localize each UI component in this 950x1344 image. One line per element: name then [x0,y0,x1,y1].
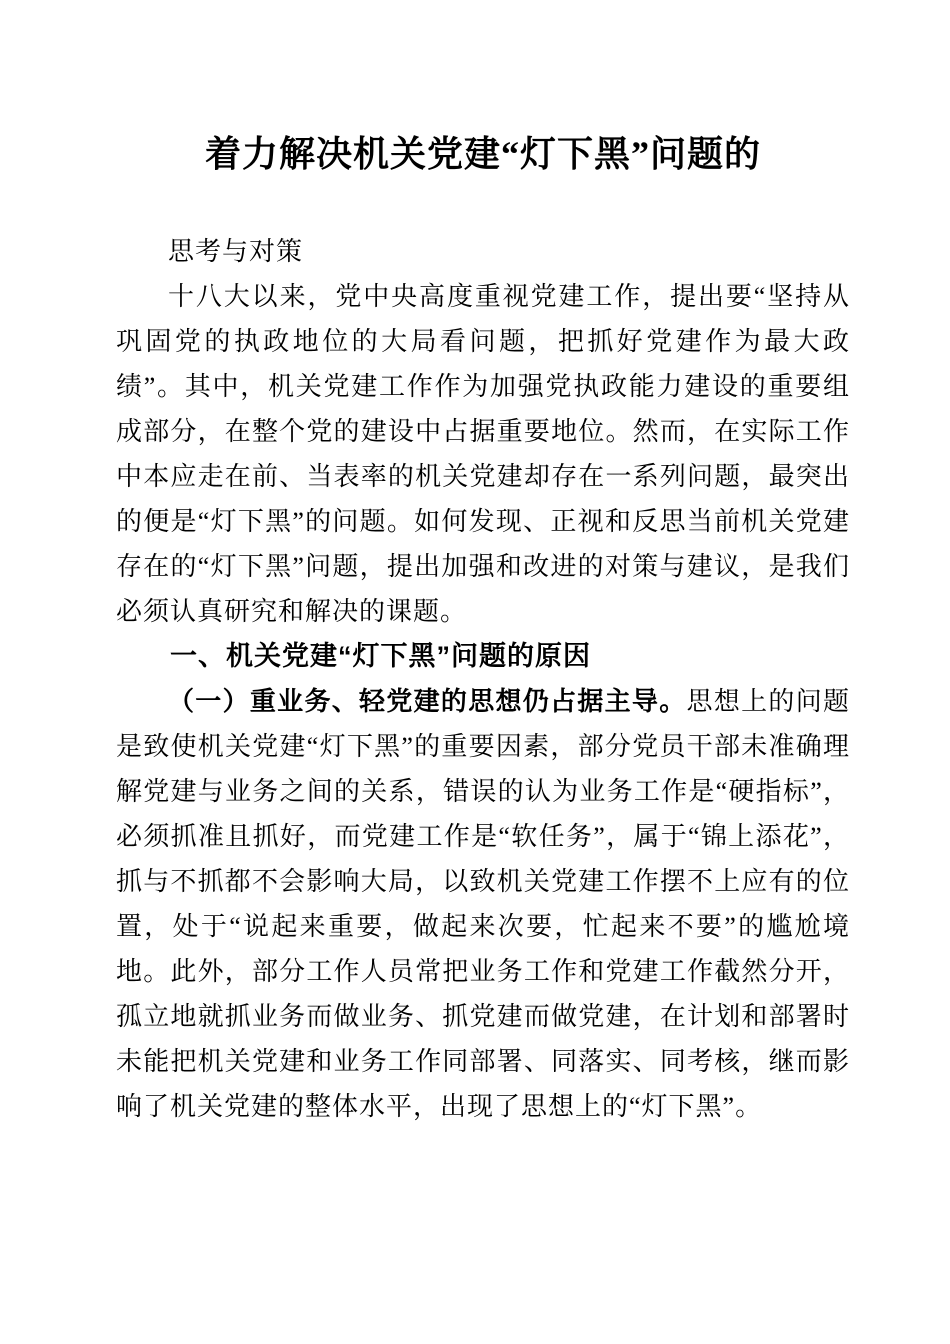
document-title: 着力解决机关党建“灯下黑”问题的 [204,134,761,174]
point-1-lead-sentence: （一）重业务、轻党建的思想仍占据主导。 [168,687,687,716]
section-1-heading: 一、机关党建“灯下黑”问题的原因 [170,641,591,671]
point-1-body-text: 思想上的问题是致使机关党建“灯下黑”的重要因素，部分党员干部未准确理解党建与业务之间的关系，错误的认为业务工作是“硬指标”，必须抓准且抓好，而党建工作是“软任务”，属于“锦上添花”，抓与不抓都不会影响大局，以致机关党建工作摆不上应有的位置，处于“说起来重要，做起来次要，忙起来不要”的尴尬境地。此外，部分工作人员常把业务工作和党建工作截然分开，孤立地就抓业务而做业务、抓党建而做党建，在计划和部署时未能把机关党建和业务工作同部署、同落实、同考核，继而影响了机关党建的整体水平，出现了思想上的“灯下黑”。 [116,687,850,1121]
point-1-paragraph [116,679,850,1129]
document-subtitle: 思考与对策 [168,237,304,266]
intro-paragraph: 十八大以来，党中央高度重视党建工作，提出要“坚持从巩固党的执政地位的大局看问题，把抓好党建作为最大政绩”。其中，机关党建工作作为加强党执政能力建设的重要组成部分，在整个党的建设中占据重要地位。然而，在实际工作中本应走在前、当表率的机关党建却存在一系列问题，最突出的便是“灯下黑”的问题。如何发现、正视和反思当前机关党建存在的“灯下黑”问题，提出加强和改进的对策与建议，是我们必须认真研究和解决的课题。 [116,282,850,626]
